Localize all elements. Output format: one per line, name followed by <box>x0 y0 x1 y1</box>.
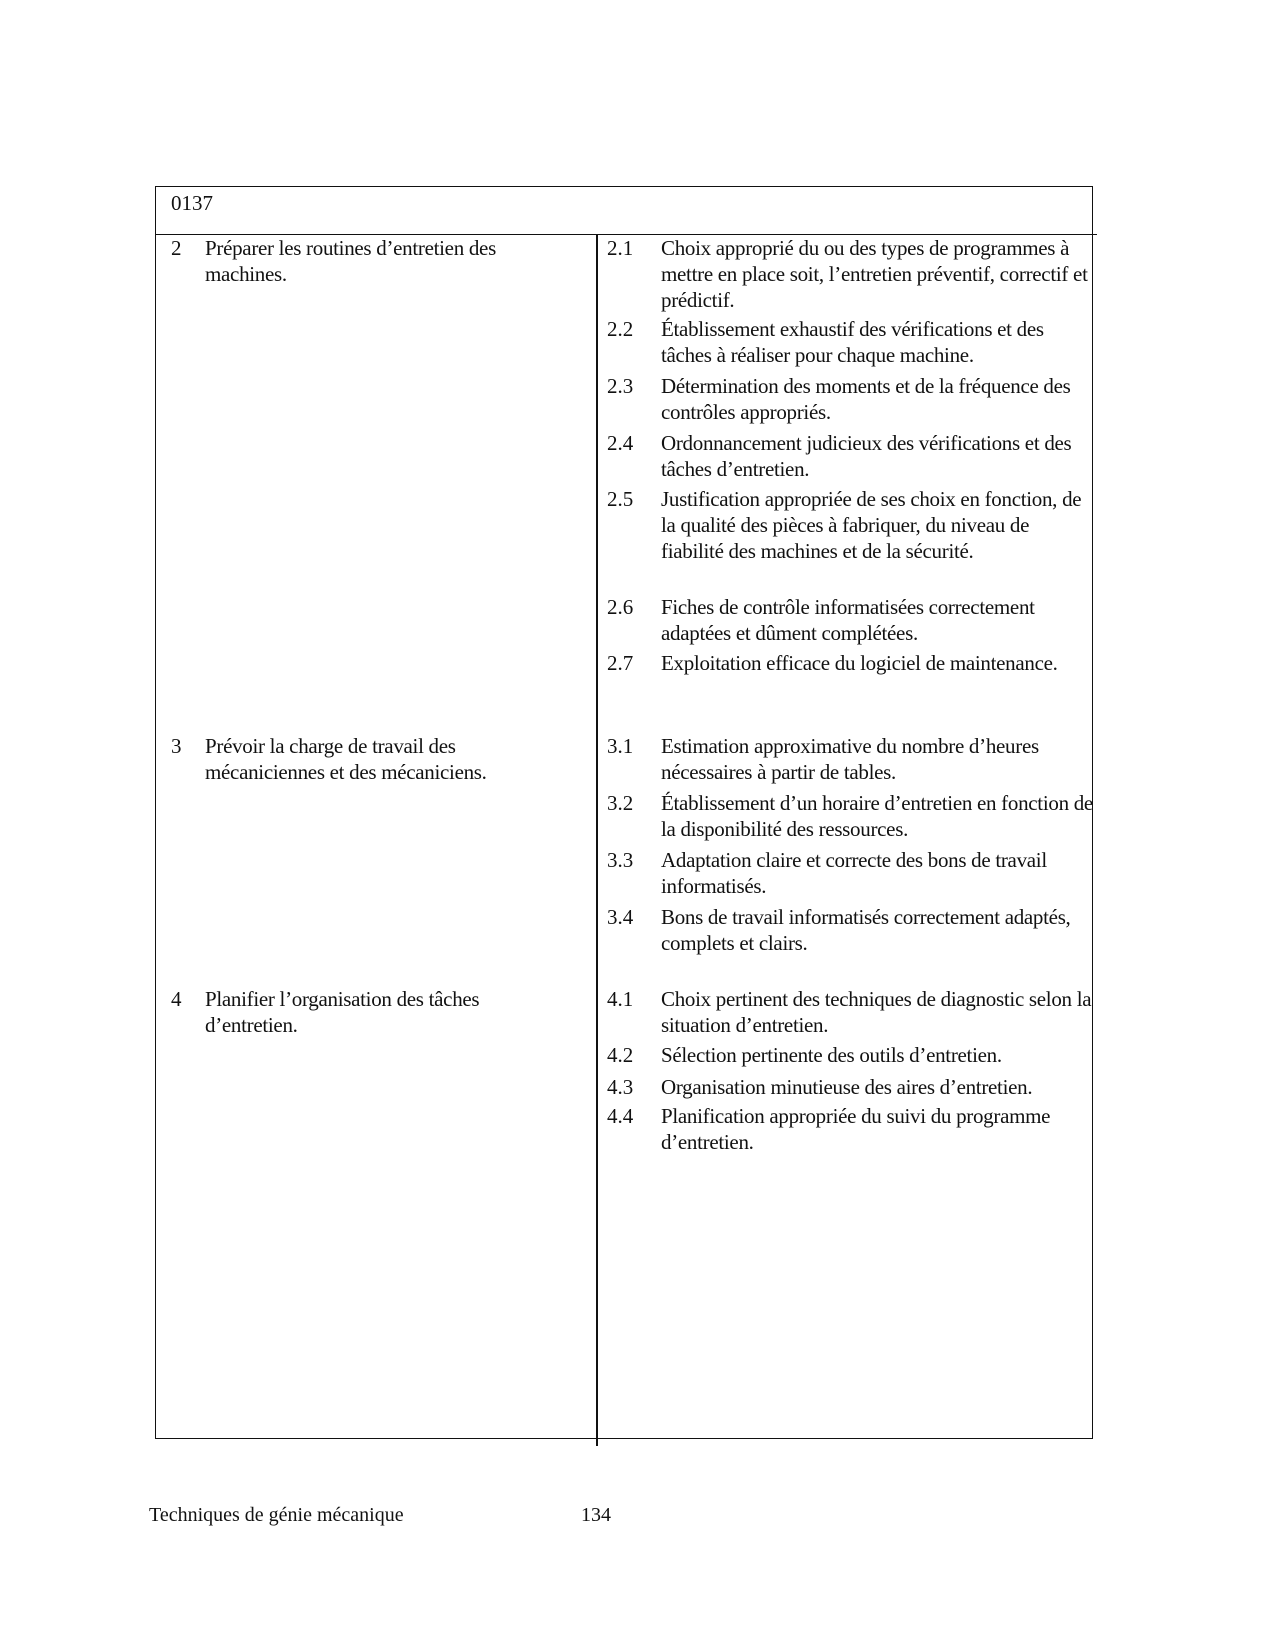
criterion <box>607 430 1093 482</box>
criterion <box>607 1074 1093 1100</box>
criterion <box>607 904 1093 956</box>
criterion <box>607 733 1093 785</box>
criterion-text: Bons de travail informatisés correctement adaptés, complets et clairs. <box>661 905 1071 955</box>
criterion-text: Établissement d’un horaire d’entretien en fonction de la disponibilité des ressources. <box>661 791 1093 841</box>
criterion <box>607 650 1093 676</box>
criterion <box>607 316 1093 368</box>
footer-title: Techniques de génie mécanique <box>149 1504 404 1526</box>
criterion <box>607 594 1093 646</box>
element-text: Prévoir la charge de travail des mécaniciennes et des mécaniciens. <box>205 734 487 784</box>
criterion-text: Choix pertinent des techniques de diagnostic selon la situation d’entretien. <box>661 987 1092 1037</box>
criterion <box>607 986 1093 1038</box>
criterion-text: Établissement exhaustif des vérifications et des tâches à réaliser pour chaque machine. <box>661 317 1044 367</box>
criterion-number: 3.2 <box>607 791 634 815</box>
criterion-text: Estimation approximative du nombre d’heures nécessaires à partir de tables. <box>661 734 1039 784</box>
criterion-text: Organisation minutieuse des aires d’entretien. <box>661 1075 1033 1099</box>
criterion-number: 4.3 <box>607 1075 634 1099</box>
criterion <box>607 790 1093 842</box>
criterion-text: Exploitation efficace du logiciel de maintenance. <box>661 651 1058 675</box>
criterion-text: Adaptation claire et correcte des bons de travail informatisés. <box>661 848 1047 898</box>
element-2 <box>171 235 571 287</box>
criterion <box>607 1103 1093 1155</box>
criterion-number: 4.1 <box>607 987 634 1011</box>
element-number: 2 <box>171 236 182 260</box>
element-text: Préparer les routines d’entretien des machines. <box>205 236 496 286</box>
criterion <box>607 847 1093 899</box>
criterion-text: Justification appropriée de ses choix en fonction, de la qualité des pièces à fabriquer, du niveau de fiabilité des machines et de la sécurité. <box>661 487 1082 563</box>
column-divider <box>596 234 598 1446</box>
criterion-number: 4.4 <box>607 1104 634 1128</box>
criterion-text: Choix approprié du ou des types de programmes à mettre en place soit, l’entretien préventif, correctif et prédictif. <box>661 236 1088 312</box>
criterion-number: 2.5 <box>607 487 634 511</box>
element-3 <box>171 733 571 785</box>
criterion-number: 3.1 <box>607 734 634 758</box>
criterion-number: 2.4 <box>607 431 634 455</box>
criterion-number: 2.2 <box>607 317 634 341</box>
criterion-number: 3.4 <box>607 905 634 929</box>
criterion-text: Détermination des moments et de la fréquence des contrôles appropriés. <box>661 374 1071 424</box>
element-text: Planifier l’organisation des tâches d’entretien. <box>205 987 480 1037</box>
criterion-number: 4.2 <box>607 1043 634 1067</box>
criterion-number: 3.3 <box>607 848 634 872</box>
criterion <box>607 373 1093 425</box>
criterion-text: Fiches de contrôle informatisées correctement adaptées et dûment complétées. <box>661 595 1035 645</box>
criterion-text: Sélection pertinente des outils d’entretien. <box>661 1043 1002 1067</box>
criterion-number: 2.6 <box>607 595 634 619</box>
criterion <box>607 486 1093 564</box>
competency-code: 0137 <box>171 191 213 215</box>
criterion <box>607 235 1093 313</box>
criterion-number: 2.3 <box>607 374 634 398</box>
criterion-text: Planification appropriée du suivi du programme d’entretien. <box>661 1104 1051 1154</box>
element-number: 3 <box>171 734 182 758</box>
criterion-number: 2.7 <box>607 651 634 675</box>
criterion <box>607 1042 1093 1068</box>
element-number: 4 <box>171 987 182 1011</box>
criterion-text: Ordonnancement judicieux des vérifications et des tâches d’entretien. <box>661 431 1072 481</box>
element-4 <box>171 986 571 1038</box>
page-number: 134 <box>581 1504 611 1526</box>
criterion-number: 2.1 <box>607 236 634 260</box>
